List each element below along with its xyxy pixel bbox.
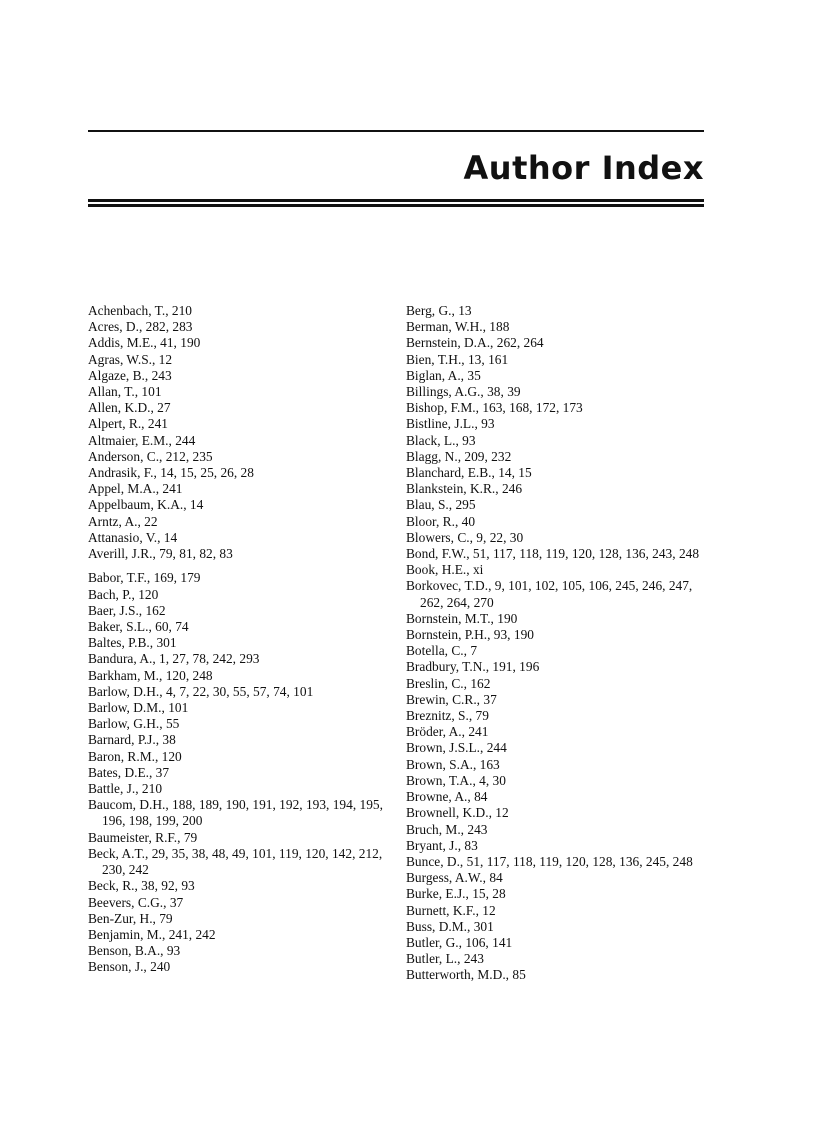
- page-title: Author Index: [463, 149, 704, 187]
- index-entry: Appelbaum, K.A., 14: [88, 497, 204, 513]
- index-entry: Bröder, A., 241: [406, 724, 489, 740]
- index-entry: Agras, W.S., 12: [88, 351, 173, 367]
- index-entry: Bryant, J., 83: [406, 837, 478, 853]
- index-entry: Baltes, P.B., 301: [88, 635, 177, 651]
- index-entry: Beck, A.T., 29, 35, 38, 48, 49, 101, 119, 120, 142, 212, 230, 242: [88, 845, 383, 878]
- index-entry: Burke, E.J., 15, 28: [406, 886, 506, 902]
- index-entry: Benson, J., 240: [88, 959, 171, 975]
- index-entry: Babor, T.F., 169, 179: [88, 570, 201, 586]
- index-entry: Blanchard, E.B., 14, 15: [406, 465, 532, 481]
- index-entry: Baker, S.L., 60, 74: [88, 619, 189, 635]
- index-column-right: [406, 303, 706, 984]
- index-entry: Brewin, C.R., 37: [406, 691, 497, 707]
- index-entry: Ben-Zur, H., 79: [88, 910, 173, 926]
- index-entry: Bruch, M., 243: [406, 821, 488, 837]
- index-entry: Blagg, N., 209, 232: [406, 448, 512, 464]
- index-entry: Achenbach, T., 210: [88, 303, 192, 318]
- index-entry: Altmaier, E.M., 244: [88, 432, 196, 448]
- index-column-left: [88, 303, 388, 976]
- index-entry: Brown, J.S.L., 244: [406, 740, 507, 756]
- index-entry: Barnard, P.J., 38: [88, 732, 176, 748]
- index-entry: Bates, D.E., 37: [88, 764, 170, 780]
- header-bottom-rule: [88, 199, 704, 202]
- index-entry: Beck, R., 38, 92, 93: [88, 878, 195, 894]
- index-entry: Attanasio, V., 14: [88, 529, 178, 545]
- index-entry: Borkovec, T.D., 9, 101, 102, 105, 106, 245, 246, 247, 262, 264, 270: [406, 578, 693, 610]
- index-entry: Bradbury, T.N., 191, 196: [406, 659, 540, 675]
- index-entry: Butterworth, M.D., 85: [406, 967, 526, 983]
- index-entry: Averill, J.R., 79, 81, 82, 83: [88, 546, 233, 562]
- index-entry: Acres, D., 282, 283: [88, 319, 193, 335]
- index-entry: Browne, A., 84: [406, 789, 488, 805]
- index-entry: Baer, J.S., 162: [88, 602, 166, 618]
- index-entry: Andrasik, F., 14, 15, 25, 26, 28: [88, 465, 254, 481]
- index-entry: Brown, S.A., 163: [406, 756, 500, 772]
- index-entry: Barlow, D.H., 4, 7, 22, 30, 55, 57, 74, 101: [88, 683, 314, 699]
- index-entry: Allan, T., 101: [88, 384, 162, 400]
- index-entry: Blau, S., 295: [406, 497, 476, 513]
- index-entry: Brown, T.A., 4, 30: [406, 772, 506, 788]
- index-entry: Benson, B.A., 93: [88, 943, 181, 959]
- index-entry: Bien, T.H., 13, 161: [406, 351, 509, 367]
- index-entry: Barkham, M., 120, 248: [88, 667, 213, 683]
- index-entry: Barlow, D.M., 101: [88, 700, 189, 716]
- index-entry: Algaze, B., 243: [88, 367, 172, 383]
- index-entry: Bach, P., 120: [88, 586, 159, 602]
- index-entry: Butler, G., 106, 141: [406, 934, 513, 950]
- index-entry: Baron, R.M., 120: [88, 748, 182, 764]
- index-entry: Bishop, F.M., 163, 168, 172, 173: [406, 400, 583, 416]
- index-entry: Appel, M.A., 241: [88, 481, 183, 497]
- index-entry: Bloor, R., 40: [406, 513, 476, 529]
- index-entry: Breslin, C., 162: [406, 675, 491, 691]
- index-entry: Book, H.E., xi: [406, 562, 484, 578]
- index-entry: Bernstein, D.A., 262, 264: [406, 335, 544, 351]
- index-entry: Burnett, K.F., 12: [406, 902, 496, 918]
- index-entry: Arntz, A., 22: [88, 513, 158, 529]
- index-entry: Billings, A.G., 38, 39: [406, 384, 521, 400]
- index-entry: Botella, C., 7: [406, 643, 478, 659]
- index-entry: Beevers, C.G., 37: [88, 894, 184, 910]
- index-entry: Bornstein, P.H., 93, 190: [406, 627, 534, 643]
- index-entry: Blankstein, K.R., 246: [406, 481, 523, 497]
- index-entry: Baumeister, R.F., 79: [88, 829, 198, 845]
- index-entry: Biglan, A., 35: [406, 367, 481, 383]
- index-entry: Bandura, A., 1, 27, 78, 242, 293: [88, 651, 260, 667]
- index-entry: Bistline, J.L., 93: [406, 416, 495, 432]
- index-entry: Allen, K.D., 27: [88, 400, 171, 416]
- index-entry: Brownell, K.D., 12: [406, 805, 509, 821]
- index-entry: Alpert, R., 241: [88, 416, 168, 432]
- index-entry: Barlow, G.H., 55: [88, 716, 180, 732]
- header-bottom-rule-second: [88, 204, 704, 207]
- index-entry: Burgess, A.W., 84: [406, 870, 503, 886]
- index-entry: Berman, W.H., 188: [406, 319, 510, 335]
- index-entry: Addis, M.E., 41, 190: [88, 335, 201, 351]
- index-entry: Breznitz, S., 79: [406, 708, 489, 724]
- index-entry: Butler, L., 243: [406, 951, 484, 967]
- index-entry: Blowers, C., 9, 22, 30: [406, 529, 524, 545]
- index-entry: Berg, G., 13: [406, 303, 472, 318]
- index-entry: Bornstein, M.T., 190: [406, 610, 518, 626]
- index-entry: Baucom, D.H., 188, 189, 190, 191, 192, 193, 194, 195, 196, 198, 199, 200: [88, 797, 383, 829]
- index-entry: Bunce, D., 51, 117, 118, 119, 120, 128, 136, 245, 248: [406, 853, 693, 869]
- index-entry: Buss, D.M., 301: [406, 918, 494, 934]
- index-entry: Bond, F.W., 51, 117, 118, 119, 120, 128, 136, 243, 248: [406, 546, 700, 562]
- index-entry: Black, L., 93: [406, 432, 476, 448]
- index-entry: Anderson, C., 212, 235: [88, 448, 213, 464]
- header-top-rule: [88, 130, 704, 132]
- index-entry: Battle, J., 210: [88, 781, 163, 797]
- index-entry: Benjamin, M., 241, 242: [88, 926, 216, 942]
